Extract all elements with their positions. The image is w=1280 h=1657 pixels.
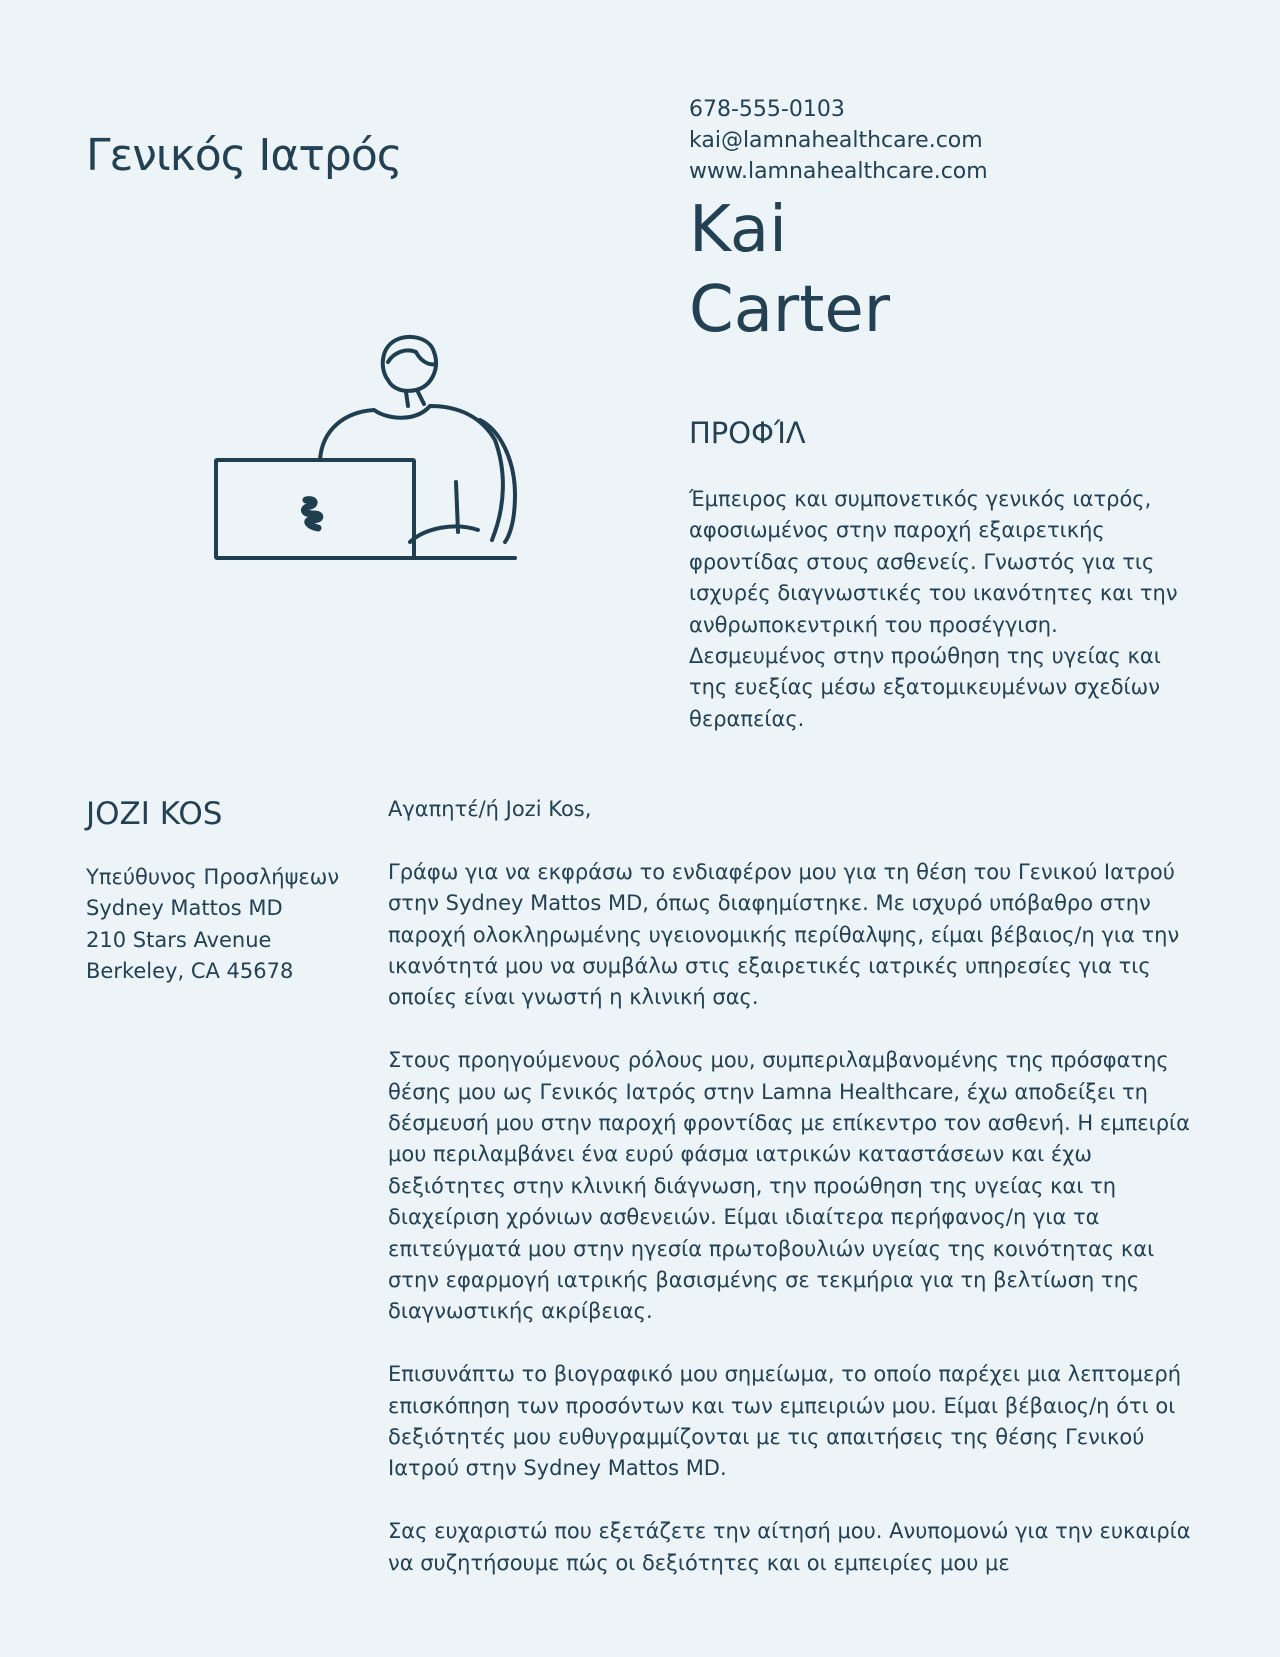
person-at-laptop-icon: [210, 330, 550, 590]
recipient-address: [86, 862, 386, 988]
phone-number[interactable]: 678-555-0103: [689, 97, 845, 122]
email-address[interactable]: kai@lamnahealthcare.com: [689, 128, 983, 153]
recipient-title: Υπεύθυνος Προσλήψεων: [86, 865, 340, 889]
first-name: Kai: [689, 193, 787, 267]
recipient-address-line1: 210 Stars Avenue: [86, 927, 272, 952]
applicant-name: [689, 190, 890, 350]
job-title: Γενικός Ιατρός: [86, 130, 402, 181]
letter-paragraph: Γράφω για να εκφράσω το ενδιαφέρον μου για τη θέση του Γενικού Ιατρού στην Sydney Mattos MD, όπως διαφημίστηκε. Με ισχυρό υπόβαθρο στην παροχή ολοκληρωμένης υγειονομικής περίθαλψης, είμαι βέβαιος/η για την ικανότητά μου να συμβάλω στις εξαιρετικές ιατρικές υπηρεσίες για τις οποίες είναι γνωστή η κλινική σας.: [388, 859, 1180, 1010]
recipient-address-line2: Berkeley, CA 45678: [86, 959, 294, 984]
last-name: Carter: [689, 273, 890, 347]
letter-body: [388, 794, 1198, 1610]
letter-paragraph: Επισυνάπτω το βιογραφικό μου σημείωμα, το οποίο παρέχει μια λεπτομερή επισκόπηση των προσόντων και των εμπειριών μου. Είμαι βέβαιος/η ότι οι δεξιότητές μου ευθυγραμμίζονται με τις απαιτήσεις της θέσης Γενικού Ιατρού στην Sydney Mattos MD.: [388, 1362, 1182, 1481]
profile-text: Έμπειρος και συμπονετικός γενικός ιατρός, αφοσιωμένος στην παροχή εξαιρετικής φροντίδας στους ασθενείς. Γνωστός για τις ισχυρές διαγνωστικές του ικανότητες και την ανθρωποκεντρική του προσέγγιση. Δεσμευμένος στην προώθηση της υγείας και της ευεξίας μέσω εξατομικευμένων σχεδίων θεραπείας.: [689, 487, 1178, 731]
recipient-company: Sydney Mattos MD: [86, 896, 283, 921]
letter-paragraph: Στους προηγούμενους ρόλους μου, συμπεριλαμβανομένης της πρόσφατης θέσης μου ως Γενικός Ιατρός στην Lamna Healthcare, έχω αποδείξει τη δέσμευσή μου στην παροχή φροντίδας με επίκεντρο τον ασθενή. Η εμπειρία μου περιλαμβάνει ένα ευρύ φάσμα ιατρικών καταστάσεων και έχω δεξιότητες στην κλινική διάγνωση, την προώθηση της υγείας και τη διαχείριση χρόνιων ασθενειών. Είμαι ιδιαίτερα περήφανος/η για τα επιτεύγματά μου στην ηγεσία πρωτοβουλιών υγείας της κοινότητας και στην εφαρμογή ιατρικής βασισμένης σε τεκμήρια για τη βελτίωση της διαγνωστικής ακρίβειας.: [388, 1048, 1190, 1324]
contact-block: [689, 94, 988, 187]
website-link[interactable]: www.lamnahealthcare.com: [689, 159, 988, 184]
letter-paragraph: Σας ευχαριστώ που εξετάζετε την αίτησή μου. Ανυπομονώ για την ευκαιρία να συζητήσουμε πώς οι δεξιότητες και οι εμπειρίες μου με: [388, 1519, 1191, 1575]
profile-heading: ΠΡΟΦΊΛ: [689, 416, 806, 450]
recipient-name: JOZI KOS: [86, 796, 223, 832]
letter-salutation: Αγαπητέ/ή Jozi Kos,: [388, 797, 592, 821]
